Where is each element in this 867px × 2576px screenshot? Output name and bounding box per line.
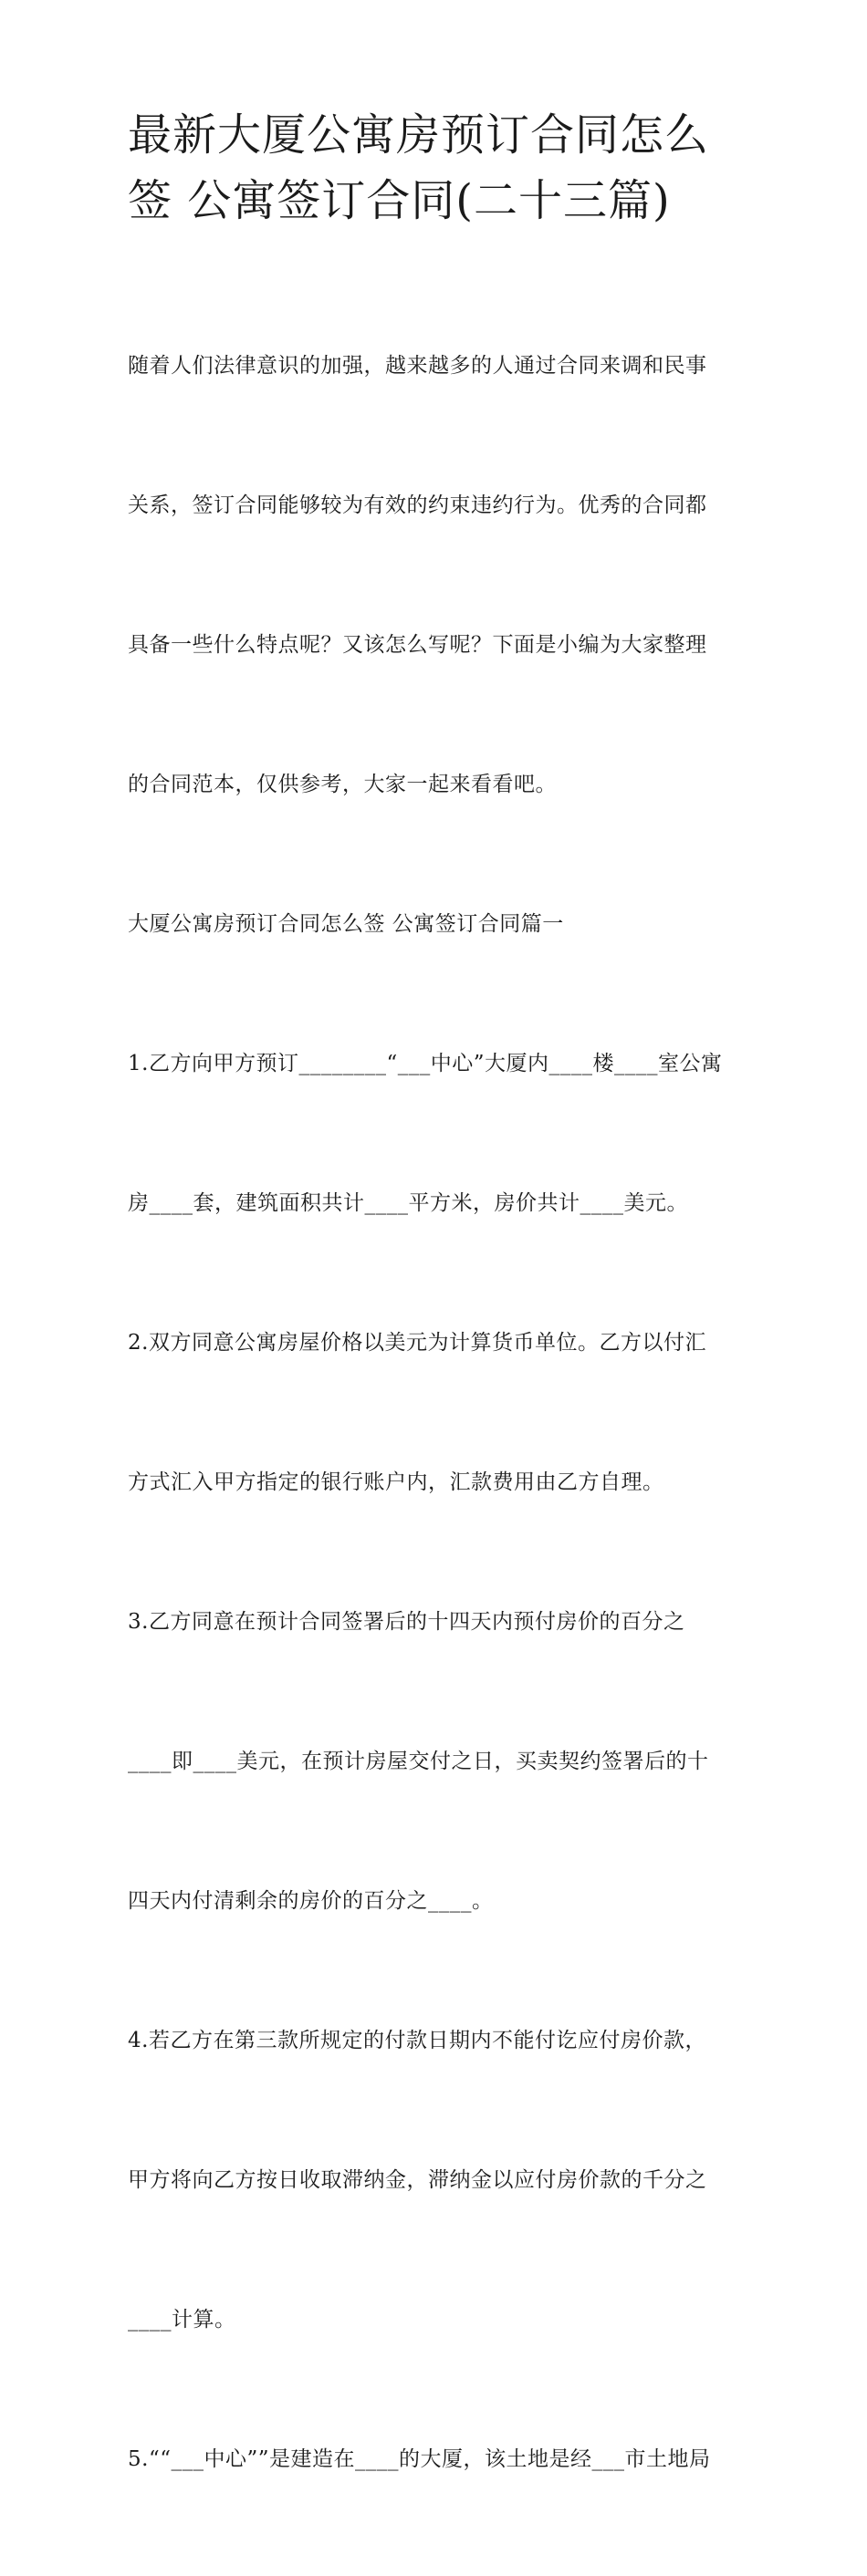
clause-line: ____即____美元，在预计房屋交付之日，买卖契约签署后的十 xyxy=(128,1750,709,1773)
clause-line: 2.双方同意公寓房屋价格以美元为计算货币单位。乙方以付汇 xyxy=(128,1331,706,1355)
body-line: 具备一些什么特点呢？又该怎么写呢？下面是小编为大家整理 xyxy=(128,633,707,657)
body-line: 随着人们法律意识的加强，越来越多的人通过合同来调和民事 xyxy=(128,354,707,378)
document-title xyxy=(128,102,748,234)
clause-line: 5.““___中心””是建造在____的大厦，该土地是经___市土地局 xyxy=(128,2447,711,2471)
clause-line: 1.乙方向甲方预订________“___中心”大厦内____楼____室公寓 xyxy=(128,1052,723,1075)
clause-line: 四天内付清剩余的房价的百分之____。 xyxy=(128,1889,494,1913)
clause-line: ____计算。 xyxy=(128,2308,236,2332)
body-line: 的合同范本，仅供参考，大家一起来看看吧。 xyxy=(128,773,557,796)
clause-line: 3.乙方同意在预计合同签署后的十四天内预付房价的百分之 xyxy=(128,1610,685,1634)
title-line-2: 签 公寓签订合同(二十三篇) xyxy=(128,175,671,226)
clause-line: 4.若乙方在第三款所规定的付款日期内不能付讫应付房价款， xyxy=(128,2029,706,2052)
clause-line: 房____套，建筑面积共计____平方米，房价共计____美元。 xyxy=(128,1191,688,1215)
document-body xyxy=(128,250,748,2576)
title-line-1: 最新大厦公寓房预订合同怎么 xyxy=(128,109,710,161)
body-line: 关系，签订合同能够较为有效的约束违约行为。优秀的合同都 xyxy=(128,493,707,517)
clause-line: 甲方将向乙方按日收取滞纳金，滞纳金以应付房价款的千分之 xyxy=(128,2168,707,2192)
section-heading: 大厦公寓房预订合同怎么签 公寓签订合同篇一 xyxy=(128,912,564,936)
clause-line: 方式汇入甲方指定的银行账户内，汇款费用由乙方自理。 xyxy=(128,1470,664,1494)
document-page xyxy=(128,102,748,2576)
